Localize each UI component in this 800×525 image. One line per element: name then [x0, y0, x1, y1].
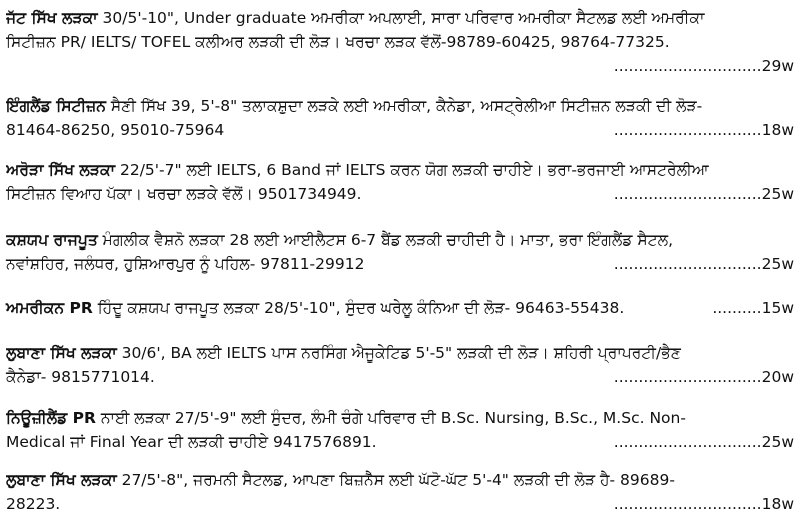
ad-text: ਸਿਟੀਜ਼ਨ ਵਿਆਹ ਪੱਕਾ। ਖਰਚਾ ਲੜਕੇ ਵੱਲੋਂ। 9501734949. [6, 185, 362, 203]
ad-text: ਕੈਨੇਡਾ- 9815771014. [6, 368, 155, 386]
ad-code: ..............................18w [613, 121, 794, 139]
ad-code: ..............................25w [613, 185, 794, 203]
ad-text: 30/5'-10", Under graduate ਅਮਰੀਕਾ ਅਪਲਾਈ, ਸਾਰਾ ਪਰਿਵਾਰ ਅਮਰੀਕਾ ਸੈਟਲਡ ਲਈ ਅਮਰੀਕਾ [97, 9, 705, 27]
ad-text: ਨਵਾਂਸ਼ਹਿਰ, ਜਲੰਧਰ, ਹੁਸ਼ਿਆਰਪੁਰ ਨੂੰ ਪਹਿਲ- 97811-29912 [6, 255, 365, 273]
ad-line-2 [6, 252, 794, 276]
ad-heading: ਕਸ਼ਯਪ ਰਾਜਪੂਤ [6, 231, 98, 249]
ad-text: 28223. [6, 495, 61, 513]
ad-heading: ਇੰਗਲੈਂਡ ਸਿਟੀਜ਼ਨ [6, 97, 106, 115]
ad-line-1 [6, 296, 794, 320]
ad-heading: ਜੱਟ ਸਿੱਖ ਲੜਕਾ [6, 9, 98, 27]
ad-text: ਹਿੰਦੂ ਕਸ਼ਯਪ ਰਾਜਪੂਤ ਲੜਕਾ 28/5'-10", ਸੁੰਦਰ ਘਰੇਲੂ ਕੰਨਿਆ ਦੀ ਲੋੜ- 96463-55438. [92, 299, 625, 317]
ad-line-2 [6, 365, 794, 389]
ad-text-wrap [6, 296, 624, 320]
ad-line-1 [6, 341, 794, 365]
ad-entry [6, 406, 794, 454]
ad-entry [6, 341, 794, 389]
ad-code: ..............................18w [613, 495, 794, 513]
ad-heading: ਨਿਊਜ਼ੀਲੈਂਡ PR [6, 409, 96, 427]
ad-heading: ਅਰੋੜਾ ਸਿੱਖ ਲੜਕਾ [6, 161, 116, 179]
ad-text: 81464-86250, 95010-75964 [6, 121, 225, 139]
ad-line-2 [6, 118, 794, 142]
ad-text: 30/6', BA ਲਈ IELTS ਪਾਸ ਨਰਸਿੰਗ ਐਜੂਕੇਟਿਡ 5'-5" ਲੜਕੀ ਦੀ ਲੋੜ। ਸ਼ਹਿਰੀ ਪ੍ਰਾਪਰਟੀ/ਭੈਣ [116, 344, 681, 362]
ad-entry [6, 228, 794, 276]
ad-entry [6, 6, 794, 78]
ad-code: ..............................25w [613, 433, 794, 451]
ad-line-2 [6, 182, 794, 206]
ad-code: ..........15w [712, 299, 794, 317]
ad-text: ਸੈਣੀ ਸਿੱਖ 39, 5'-8" ਤਲਾਕਸ਼ੁਦਾ ਲੜਕੇ ਲਈ ਅਮਰੀਕਾ, ਕੈਨੇਡਾ, ਅਸਟ੍ਰੇਲੀਆ ਸਿਟੀਜ਼ਨ ਲੜਕੀ ਦੀ ਲੋੜ- [105, 97, 703, 115]
ad-line-2 [6, 492, 794, 516]
ad-text: 22/5'-7" ਲਈ IELTS, 6 Band ਜਾਂ IELTS ਕਰਨ ਯੋਗ ਲੜਕੀ ਚਾਹੀਏ। ਭਰਾ-ਭਰਜਾਈ ਆਸਟਰੇਲੀਆ [115, 161, 709, 179]
ad-line-1 [6, 6, 794, 30]
ad-text: ਨਾਈ ਲੜਕਾ 27/5'-9" ਲਈ ਸੁੰਦਰ, ਲੰਮੀ ਚੰਗੇ ਪਰਿਵਾਰ ਦੀ B.Sc. Nursing, B.Sc., M.Sc. Non- [95, 409, 686, 427]
ad-heading: ਲੁਬਾਣਾ ਸਿੱਖ ਲੜਕਾ [6, 344, 117, 362]
ad-line-1 [6, 228, 794, 252]
ad-entry [6, 296, 794, 320]
ad-code: ..............................20w [613, 368, 794, 386]
ad-entry [6, 94, 794, 142]
ad-text: Medical ਜਾਂ Final Year ਦੀ ਲੜਕੀ ਚਾਹੀਏ 9417576891. [6, 433, 377, 451]
ad-text: ਮੰਗਲੀਕ ਵੈਸ਼ਨੋ ਲੜਕਾ 28 ਲਈ ਆਈਲੈਟਸ 6-7 ਬੈਂਡ ਲੜਕੀ ਚਾਹੀਦੀ ਹੈ। ਮਾਤਾ, ਭਰਾ ਇੰਗਲੈਂਡ ਸੈਟਲ, [97, 231, 674, 249]
ad-line-2: ਸਿਟੀਜ਼ਨ PR/ IELTS/ TOFEL ਕਲੀਅਰ ਲੜਕੀ ਦੀ ਲੋੜ। ਖਰਚਾ ਲੜਕ ਵੱਲੋਂ-98789-60425, 98764-77325. [6, 33, 670, 51]
ad-line-1 [6, 468, 794, 492]
ad-line-1 [6, 158, 794, 182]
ad-heading: ਅਮਰੀਕਨ PR [6, 299, 93, 317]
ad-line-1 [6, 94, 794, 118]
ad-line-1 [6, 406, 794, 430]
ad-code: ..............................29w [613, 57, 794, 75]
ad-entry [6, 468, 794, 516]
ad-text: 27/5'-8", ਜਰਮਨੀ ਸੈਟਲਡ, ਆਪਣਾ ਬਿਜ਼ਨੈੱਸ ਲਈ ਘੱਟੋ-ਘੱਟ 5'-4" ਲੜਕੀ ਦੀ ਲੋੜ ਹੈ- 89689- [116, 471, 675, 489]
ad-entry [6, 158, 794, 206]
ad-code: ..............................25w [613, 255, 794, 273]
ad-heading: ਲੁਬਾਣਾ ਸਿੱਖ ਲੜਕਾ [6, 471, 117, 489]
ad-line-2 [6, 430, 794, 454]
